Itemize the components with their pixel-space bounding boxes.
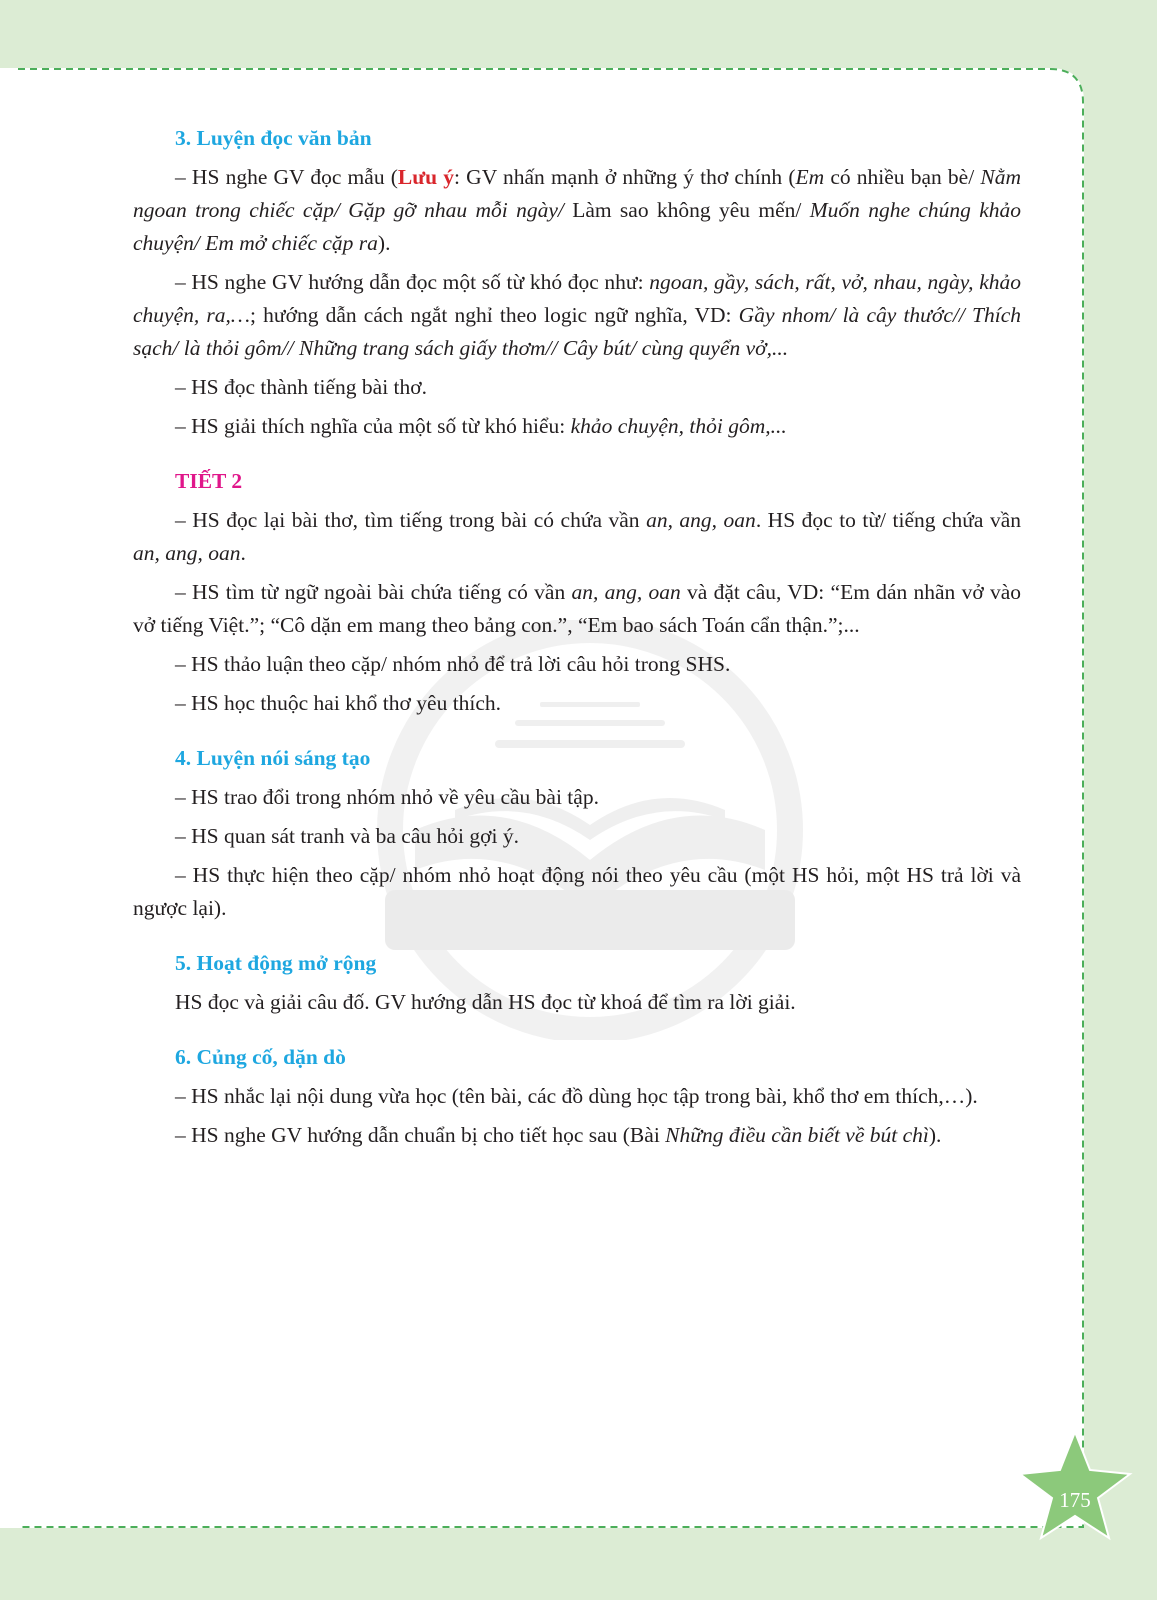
page-content — [133, 122, 1021, 1158]
section-3-title: 3. Luyện đọc văn bản — [175, 126, 372, 150]
section-4-paragraph-3: – HS thực hiện theo cặp/ nhóm nhỏ hoạt động nói theo yêu cầu (một HS hỏi, một HS trả lời và ngược lại). — [133, 863, 1021, 920]
section-4-title: 4. Luyện nói sáng tạo — [175, 746, 371, 770]
section-6-paragraph-1: – HS nhắc lại nội dung vừa học (tên bài, các đồ dùng học tập trong bài, khổ thơ em thích,…). — [175, 1084, 978, 1108]
section-3-paragraph-1: – HS nghe GV đọc mẫu (Lưu ý: GV nhấn mạnh ở những ý thơ chính (Em có nhiều bạn bè/ Nằm ngoan trong chiếc cặp/ Gặp gỡ nhau mỗi ngày/ Làm sao không yêu mến/ Muốn nghe chúng khảo chuyện/ Em mở chiếc cặp ra). — [133, 165, 1021, 255]
section-3-paragraph-3: – HS đọc thành tiếng bài thơ. — [175, 375, 428, 399]
section-4-paragraph-1: – HS trao đổi trong nhóm nhỏ về yêu cầu bài tập. — [175, 785, 599, 809]
section-3-paragraph-2: – HS nghe GV hướng dẫn đọc một số từ khó đọc như: ngoan, gầy, sách, rất, vở, nhau, ngày, khảo chuyện, ra,…; hướng dẫn cách ngắt nghỉ theo logic ngữ nghĩa, VD: Gầy nhom/ là cây thước// Thích sạch/ là thỏi gôm// Những trang sách giấy thơm// Cây bút/ cùng quyển vở,... — [133, 270, 1022, 360]
tiet-2-paragraph-4: – HS học thuộc hai khổ thơ yêu thích. — [175, 691, 502, 715]
section-4-paragraph-2: – HS quan sát tranh và ba câu hỏi gợi ý. — [175, 824, 519, 848]
tiet-2-paragraph-3: – HS thảo luận theo cặp/ nhóm nhỏ để trả lời câu hỏi trong SHS. — [175, 652, 731, 676]
section-5-title: 5. Hoạt động mở rộng — [175, 951, 377, 975]
tiet-2-paragraph-2: – HS tìm từ ngữ ngoài bài chứa tiếng có vần an, ang, oan và đặt câu, VD: “Em dán nhãn vở vào vở tiếng Việt.”; “Cô dặn em mang theo bảng con.”, “Em bao sách Toán cẩn thận.”;... — [133, 580, 1022, 637]
section-6-title: 6. Củng cố, dặn dò — [175, 1045, 346, 1069]
section-6-paragraph-2: – HS nghe GV hướng dẫn chuẩn bị cho tiết học sau (Bài Những điều cần biết về bút chì). — [175, 1123, 942, 1147]
tiet-2-title: TIẾT 2 — [175, 469, 243, 493]
section-3-paragraph-4: – HS giải thích nghĩa của một số từ khó hiểu: khảo chuyện, thỏi gôm,... — [175, 414, 787, 438]
page-number: 175 — [1059, 1488, 1091, 1512]
section-5-paragraph-1: HS đọc và giải câu đố. GV hướng dẫn HS đọc từ khoá để tìm ra lời giải. — [175, 990, 796, 1014]
tiet-2-paragraph-1: – HS đọc lại bài thơ, tìm tiếng trong bài có chứa vần an, ang, oan. HS đọc to từ/ tiếng chứa vần an, ang, oan. — [133, 508, 1022, 565]
